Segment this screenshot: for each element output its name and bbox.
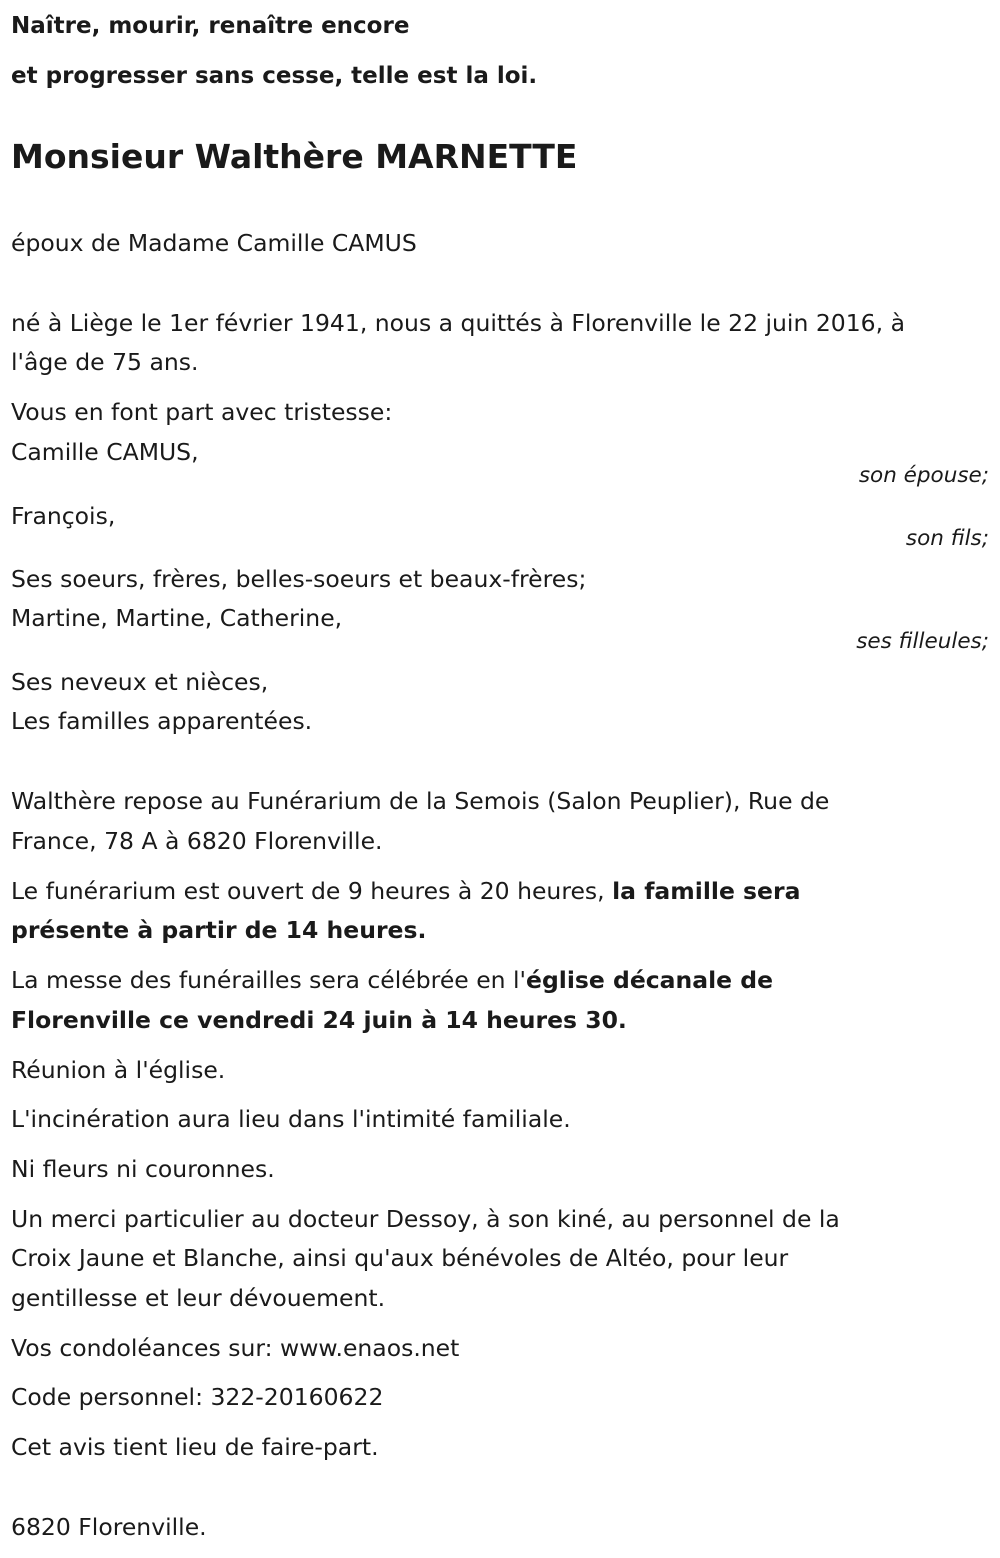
goddaughters-relation: ses filleules;	[856, 629, 989, 654]
repose-line-2: France, 78 A à 6820 Florenville.	[11, 827, 383, 855]
birth-death-line-1: né à Liège le 1er février 1941, nous a quittés à Florenville le 22 juin 2016, à	[11, 309, 905, 337]
birth-death-line-2: l'âge de 75 ans.	[11, 348, 199, 376]
flowers-line: Ni fleurs ni couronnes.	[11, 1155, 275, 1183]
incineration-line: L'incinération aura lieu dans l'intimité familiale.	[11, 1105, 571, 1133]
son-relation: son fils;	[905, 526, 989, 551]
deceased-name: Monsieur Walthère MARNETTE	[11, 137, 578, 176]
poem-line-1: Naître, mourir, renaître encore	[11, 13, 410, 39]
repose-line-1: Walthère repose au Funérarium de la Semois (Salon Peuplier), Rue de	[11, 787, 830, 815]
mass-line-2: Florenville ce vendredi 24 juin à 14 heures 30.	[11, 1006, 627, 1034]
spouse-line: époux de Madame Camille CAMUS	[11, 229, 417, 257]
goddaughters-names: Martine, Martine, Catherine,	[11, 604, 343, 632]
thanks-line-1: Un merci particulier au docteur Dessoy, à son kiné, au personnel de la	[11, 1205, 840, 1233]
nephews-line: Ses neveux et nièces,	[11, 668, 269, 696]
poem-line-2: et progresser sans cesse, telle est la loi.	[11, 63, 538, 89]
mass-text: La messe des funérailles sera célébrée en l'	[11, 966, 527, 994]
hours-text: Le funérarium est ouvert de 9 heures à 20 heures,	[11, 877, 613, 905]
son-name: François,	[11, 502, 116, 530]
code-line: Code personnel: 322-20160622	[11, 1383, 384, 1411]
reunion-line: Réunion à l'église.	[11, 1056, 226, 1084]
footer-city: 6820 Florenville.	[11, 1513, 207, 1541]
church-text: église décanale de	[526, 966, 774, 994]
families-line: Les familles apparentées.	[11, 707, 313, 735]
spouse-relation: son épouse;	[858, 463, 989, 488]
notice-line: Cet avis tient lieu de faire-part.	[11, 1433, 379, 1461]
thanks-line-2: Croix Jaune et Blanche, ainsi qu'aux bénévoles de Altéo, pour leur	[11, 1244, 789, 1272]
hours-line-2: présente à partir de 14 heures.	[11, 916, 427, 944]
condolences-line: Vos condoléances sur: www.enaos.net	[11, 1334, 460, 1362]
thanks-line-3: gentillesse et leur dévouement.	[11, 1284, 386, 1312]
mass-line-1	[11, 965, 773, 995]
hours-line-1	[11, 876, 800, 906]
spouse-name: Camille CAMUS,	[11, 438, 199, 466]
family-intro: Vous en font part avec tristesse:	[11, 398, 393, 426]
siblings-line: Ses soeurs, frères, belles-soeurs et beaux-frères;	[11, 565, 587, 593]
family-presence-text: la famille sera	[612, 877, 801, 905]
